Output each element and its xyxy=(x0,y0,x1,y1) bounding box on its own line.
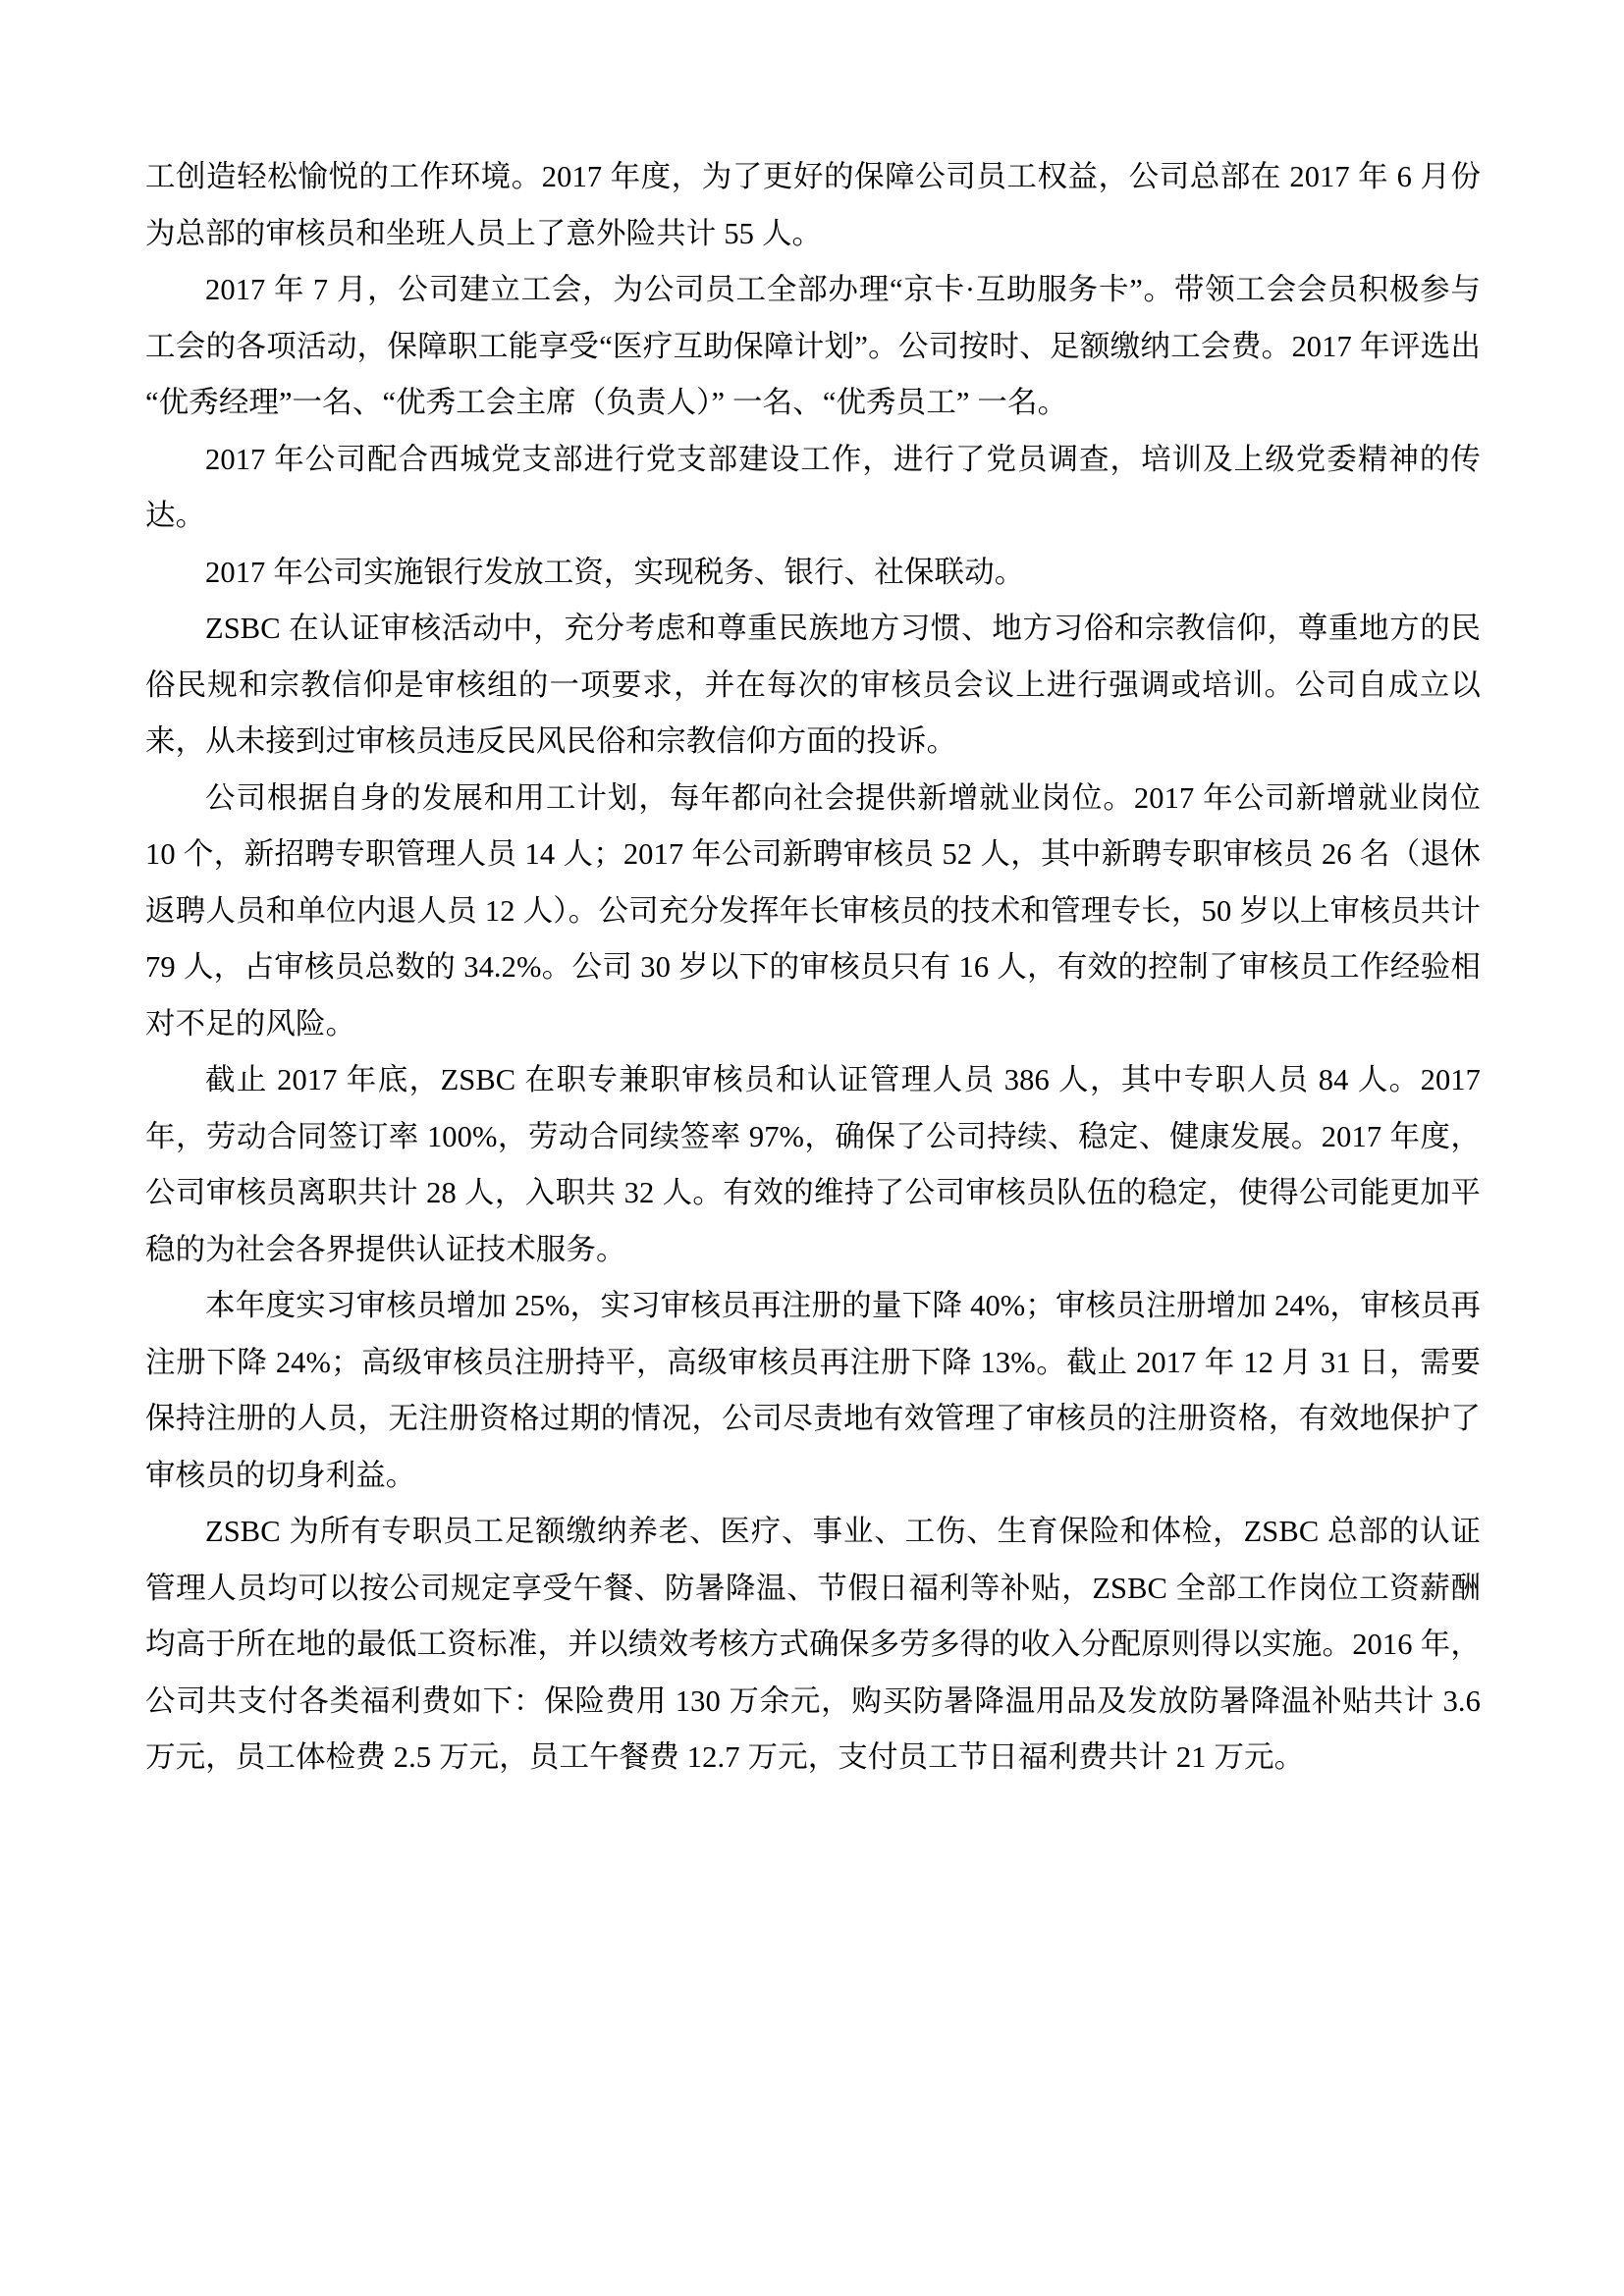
paragraph-2: 2017 年 7 月，公司建立工会，为公司员工全部办理“京卡·互助服务卡”。带领工会会员积极参与工会的各项活动，保障职工能享受“医疗互助保障计划”。公司按时、足额缴纳工会费。2017 年评选出 “优秀经理”一名、“优秀工会主席（负责人）” 一名、“优秀员工” 一名。 xyxy=(145,273,1481,419)
paragraph-3: 2017 年公司配合西城党支部进行党支部建设工作，进行了党员调查，培训及上级党委精神的传达。 xyxy=(145,442,1481,532)
paragraph-6: 公司根据自身的发展和用工计划，每年都向社会提供新增就业岗位。2017 年公司新增就业岗位 10 个，新招聘专职管理人员 14 人；2017 年公司新聘审核员 52 人，其中新聘专职审核员 26 名（退休返聘人员和单位内退人员 12 人）。公司充分发挥年长审核员的技术和管理专长，50 岁以上审核员共计 79 人，占审核员总数的 34.2%。公司 30 岁以下的审核员只有 16 人，有效的控制了审核员工作经验相对不足的风险。 xyxy=(145,780,1481,1041)
document-text-column xyxy=(145,149,1481,1787)
paragraph-4: 2017 年公司实施银行发放工资，实现税务、银行、社保联动。 xyxy=(205,555,1025,589)
paragraph-7: 截止 2017 年底，ZSBC 在职专兼职审核员和认证管理人员 386 人，其中专职人员 84 人。2017 年，劳动合同签订率 100%，劳动合同续签率 97%，确保了公司持续、稳定、健康发展。2017 年度，公司审核员离职共计 28 人，入职共 32 人。有效的维持了公司审核员队伍的稳定，使得公司能更加平稳的为社会各界提供认证技术服务。 xyxy=(145,1063,1481,1266)
paragraph-8: 本年度实习审核员增加 25%，实习审核员再注册的量下降 40%；审核员注册增加 24%，审核员再注册下降 24%；高级审核员注册持平，高级审核员再注册下降 13%。截止 2017 年 12 月 31 日，需要保持注册的人员，无注册资格过期的情况，公司尽责地有效管理了审核员的注册资格，有效地保护了审核员的切身利益。 xyxy=(145,1289,1481,1492)
paragraph-9: ZSBC 为所有专职员工足额缴纳养老、医疗、事业、工伤、生育保险和体检，ZSBC 总部的认证管理人员均可以按公司规定享受午餐、防暑降温、节假日福利等补贴，ZSBC 全部工作岗位工资薪酬均高于所在地的最低工资标准，并以绩效考核方式确保多劳多得的收入分配原则得以实施。2016 年，公司共支付各类福利费如下：保险费用 130 万余元，购买防暑降温用品及发放防暑降温补贴共计 3.6 万元，员工体检费 2.5 万元，员工午餐费 12.7 万元，支付员工节日福利费共计 21 万元。 xyxy=(145,1515,1481,1774)
paragraph-5: ZSBC 在认证审核活动中，充分考虑和尊重民族地方习惯、地方习俗和宗教信仰，尊重地方的民俗民规和宗教信仰是审核组的一项要求，并在每次的审核员会议上进行强调或培训。公司自成立以来，从未接到过审核员违反民风民俗和宗教信仰方面的投诉。 xyxy=(145,612,1481,758)
paragraph-1: 工创造轻松愉悦的工作环境。2017 年度，为了更好的保障公司员工权益，公司总部在 2017 年 6 月份为总部的审核员和坐班人员上了意外险共计 55 人。 xyxy=(145,160,1481,250)
